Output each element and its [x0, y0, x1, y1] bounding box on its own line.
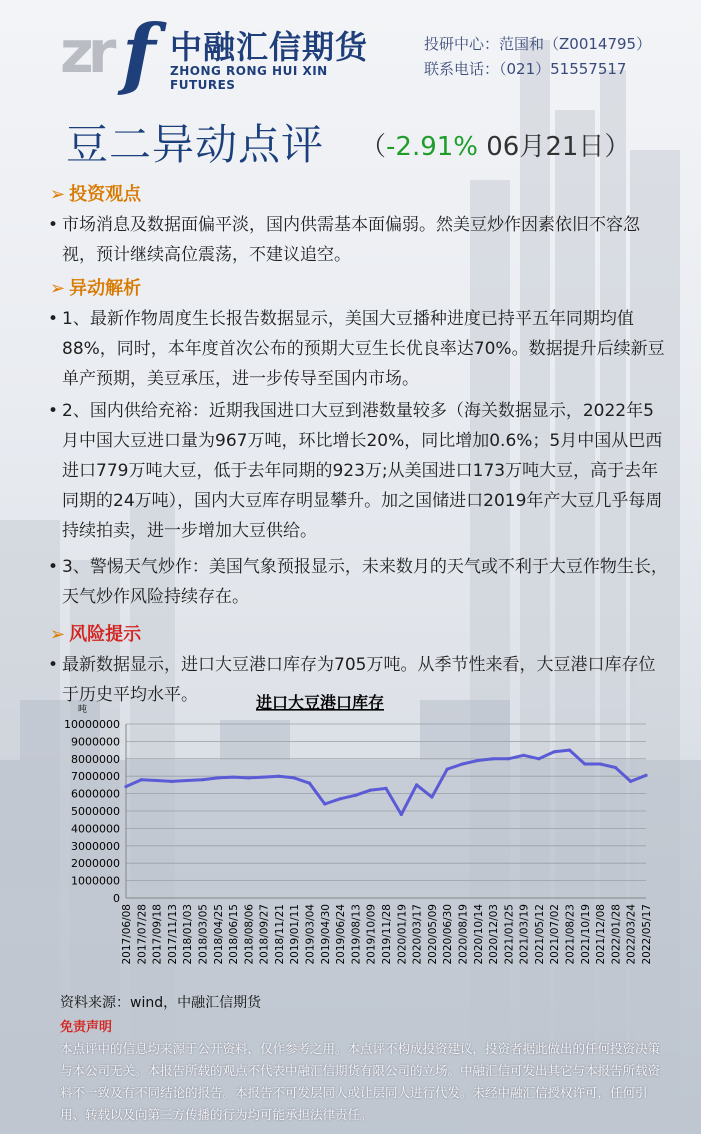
chart-data-point [124, 785, 127, 788]
title-date: 06月21日） [478, 132, 631, 162]
chart-data-point [430, 795, 433, 798]
chart-data-point [599, 762, 602, 765]
chart-data-point [522, 754, 525, 757]
chart-data-point [201, 778, 204, 781]
disclaimer-text: 本点评中的信息均来源于公开资料，仅作参考之用。本点评不构成投资建议，投资者据此做出的任何投资决策与本公司无关。本报告所载的观点不代表中融汇信期货有限公司的立场。中融汇信可发出其它与本报告所载资料不一致及有不同结论的报告。本报告不可发层同人或让层同人进行代发。未经中融汇信授权许可，任何引用、转载以及向第三方传播的行为均可能承担法律责任。 [60, 1041, 661, 1122]
chart-y-tick-label: 3000000 [71, 839, 120, 853]
bullet-icon: • [48, 557, 59, 577]
logo-zr-mark: zr [60, 18, 111, 86]
research-contact: 投研中心：范国和（Z0014795） [424, 35, 652, 53]
chart-y-tick-label: 0 [113, 892, 120, 905]
section-title: 异动解析 [69, 278, 142, 299]
chart-data-point [583, 762, 586, 765]
chart-data-point [293, 776, 296, 779]
chart-x-tick-label: 2018/08/06 [243, 904, 256, 965]
bullet-icon: • [48, 655, 59, 675]
chart-x-tick-label: 2019/10/09 [365, 904, 378, 965]
chart-x-tick-label: 2018/09/27 [258, 904, 271, 965]
chart-data-point [400, 813, 403, 816]
chart-x-tick-label: 2018/06/15 [228, 904, 241, 965]
chart-x-tick-label: 2018/03/05 [197, 904, 210, 965]
section-investment-view [50, 180, 141, 206]
chart-x-tick-label: 2021/07/02 [549, 904, 562, 965]
chart-data-point [507, 757, 510, 760]
company-name-cn: 中融汇信期货 [170, 28, 369, 66]
page-title: 豆二异动点评 [66, 120, 325, 169]
chart-x-tick-label: 2020/12/03 [488, 904, 501, 965]
chart-x-tick-label: 2021/01/25 [503, 904, 516, 965]
analysis-text: 1、最新作物周度生长报告数据显示，美国大豆播种进度已持平五年同期均值88%，同时，本年度首次公布的预期大豆生长优良率达70%。数据提升后续新豆单产预期，美豆承压，进一步传导至国内市场。 [62, 309, 665, 389]
section-title: 投资观点 [69, 184, 142, 205]
chart-series-line [126, 750, 646, 814]
chart-x-tick-label: 2022/03/24 [625, 904, 638, 965]
chart-data-point [644, 774, 647, 777]
arrow-icon: ➢ [50, 624, 66, 645]
analysis-item-1 [48, 304, 668, 394]
chart-x-tick-label: 2019/06/24 [335, 904, 348, 965]
chart-x-tick-label: 2021/10/19 [579, 904, 592, 965]
bullet-icon: • [48, 401, 59, 421]
chart-x-tick-label: 2017/06/08 [121, 904, 133, 965]
chart-x-tick-label: 2019/03/04 [304, 904, 317, 965]
chart-x-tick-label: 2017/09/18 [151, 904, 164, 965]
chart-data-point [491, 757, 494, 760]
chart-data-point [339, 797, 342, 800]
chart-data-point [476, 759, 479, 762]
chart-y-tick-label: 4000000 [71, 822, 120, 836]
view-paragraph [48, 210, 668, 270]
chart-x-tick-label: 2021/08/23 [564, 904, 577, 965]
data-source: 资料来源：wind，中融汇信期货 [60, 995, 262, 1011]
logo-f-mark: f [122, 8, 156, 99]
chart-y-tick-label: 10000000 [64, 718, 120, 731]
disclaimer-title: 免责声明 [60, 1020, 113, 1035]
chart-data-point [568, 749, 571, 752]
chart-data-point [140, 778, 143, 781]
chart-x-tick-label: 2019/01/11 [289, 904, 302, 965]
chart-data-point [415, 783, 418, 786]
chart-y-tick-label: 1000000 [71, 874, 120, 888]
chart-y-tick-label: 5000000 [71, 805, 120, 818]
chart-svg [56, 690, 656, 990]
analysis-text: 3、警惕天气炒作：美国气象预报显示，未来数月的天气或不利于大豆作物生长，天气炒作风险持续存在。 [62, 557, 668, 607]
price-change-pct: -2.91% [386, 132, 478, 162]
chart-x-tick-label: 2020/01/19 [396, 904, 409, 965]
chart-title: 进口大豆港口库存 [256, 693, 385, 712]
chart-y-tick-label: 8000000 [71, 752, 120, 766]
chart-y-tick-label: 9000000 [71, 735, 120, 749]
inventory-chart [56, 690, 656, 990]
view-text: 市场消息及数据面偏平淡，国内供需基本面偏弱。然美豆炒作因素依旧不容忽视，预计继续高位震荡，不建议追空。 [62, 215, 640, 265]
arrow-icon: ➢ [50, 184, 66, 205]
chart-data-point [323, 802, 326, 805]
section-title: 风险提示 [69, 624, 142, 645]
phone-contact: 联系电话：（021）51557517 [424, 60, 627, 78]
chart-data-point [614, 766, 617, 769]
chart-data-point [553, 750, 556, 753]
chart-data-point [629, 780, 632, 783]
title-change-date [360, 126, 630, 163]
chart-data-point [369, 789, 372, 792]
bullet-icon: • [48, 215, 59, 235]
company-name-en: ZHONG RONG HUI XIN FUTURES [170, 64, 328, 92]
arrow-icon: ➢ [50, 278, 66, 299]
chart-y-tick-label: 7000000 [71, 770, 120, 784]
chart-x-tick-label: 2017/07/28 [136, 904, 149, 965]
section-risk [50, 620, 141, 646]
chart-data-point [170, 780, 173, 783]
chart-x-tick-label: 2019/04/30 [319, 904, 332, 965]
analysis-item-2 [48, 396, 668, 546]
chart-data-point [384, 787, 387, 790]
chart-data-point [231, 775, 234, 778]
chart-x-tick-label: 2019/08/13 [350, 904, 363, 965]
chart-data-point [262, 775, 265, 778]
analysis-item-3 [48, 552, 668, 612]
chart-x-tick-label: 2020/05/09 [426, 904, 439, 965]
chart-data-point [277, 775, 280, 778]
title-open-paren: （ [360, 132, 387, 162]
chart-data-point [186, 779, 189, 782]
chart-x-tick-label: 2018/04/25 [212, 904, 225, 965]
chart-x-tick-label: 2022/05/17 [641, 904, 653, 965]
chart-x-tick-label: 2020/08/19 [457, 904, 470, 965]
chart-data-point [446, 768, 449, 771]
chart-data-point [354, 794, 357, 797]
analysis-text: 2、国内供给充裕：近期我国进口大豆到港数量较多（海关数据显示，2022年5月中国大豆进口量为967万吨，环比增长20%，同比增加0.6%；5月中国从巴西进口779万吨大豆，低于去年同期的923万;从美国进口173万吨大豆，高于去年同期的24万吨），国内大豆库存明显攀升。加之国储进口2019年产大豆几乎每周持续拍卖，进一步增加大豆供给。 [62, 401, 663, 541]
chart-x-tick-label: 2019/11/28 [381, 904, 393, 965]
chart-data-point [155, 779, 158, 782]
chart-x-tick-label: 2021/03/19 [518, 904, 531, 965]
chart-x-tick-label: 2020/06/30 [442, 904, 455, 965]
chart-x-tick-label: 2022/01/28 [610, 904, 623, 965]
chart-data-point [308, 782, 311, 785]
chart-data-point [461, 762, 464, 765]
section-analysis [50, 274, 141, 300]
chart-data-point [247, 776, 250, 779]
chart-x-tick-label: 2017/11/13 [166, 904, 179, 965]
chart-x-tick-label: 2021/12/08 [595, 904, 608, 965]
chart-x-tick-label: 2021/05/12 [533, 904, 546, 965]
chart-x-tick-label: 2020/10/14 [472, 904, 485, 965]
chart-y-tick-label: 2000000 [71, 857, 120, 871]
chart-x-tick-label: 2018/11/21 [273, 904, 286, 965]
chart-y-unit-label: 吨 [78, 705, 88, 715]
chart-data-point [216, 776, 219, 779]
company-logo [60, 8, 380, 99]
chart-x-tick-label: 2018/01/03 [182, 904, 195, 965]
contact-info [424, 32, 651, 82]
bullet-icon: • [48, 309, 59, 329]
chart-data-point [537, 757, 540, 760]
chart-y-tick-label: 6000000 [71, 787, 120, 801]
chart-x-tick-label: 2020/03/17 [411, 904, 424, 965]
risk-text: 最新数据显示，进口大豆港口库存为705万吨。从季节性来看，大豆港口库存位于历史平均水平。 [62, 655, 656, 705]
